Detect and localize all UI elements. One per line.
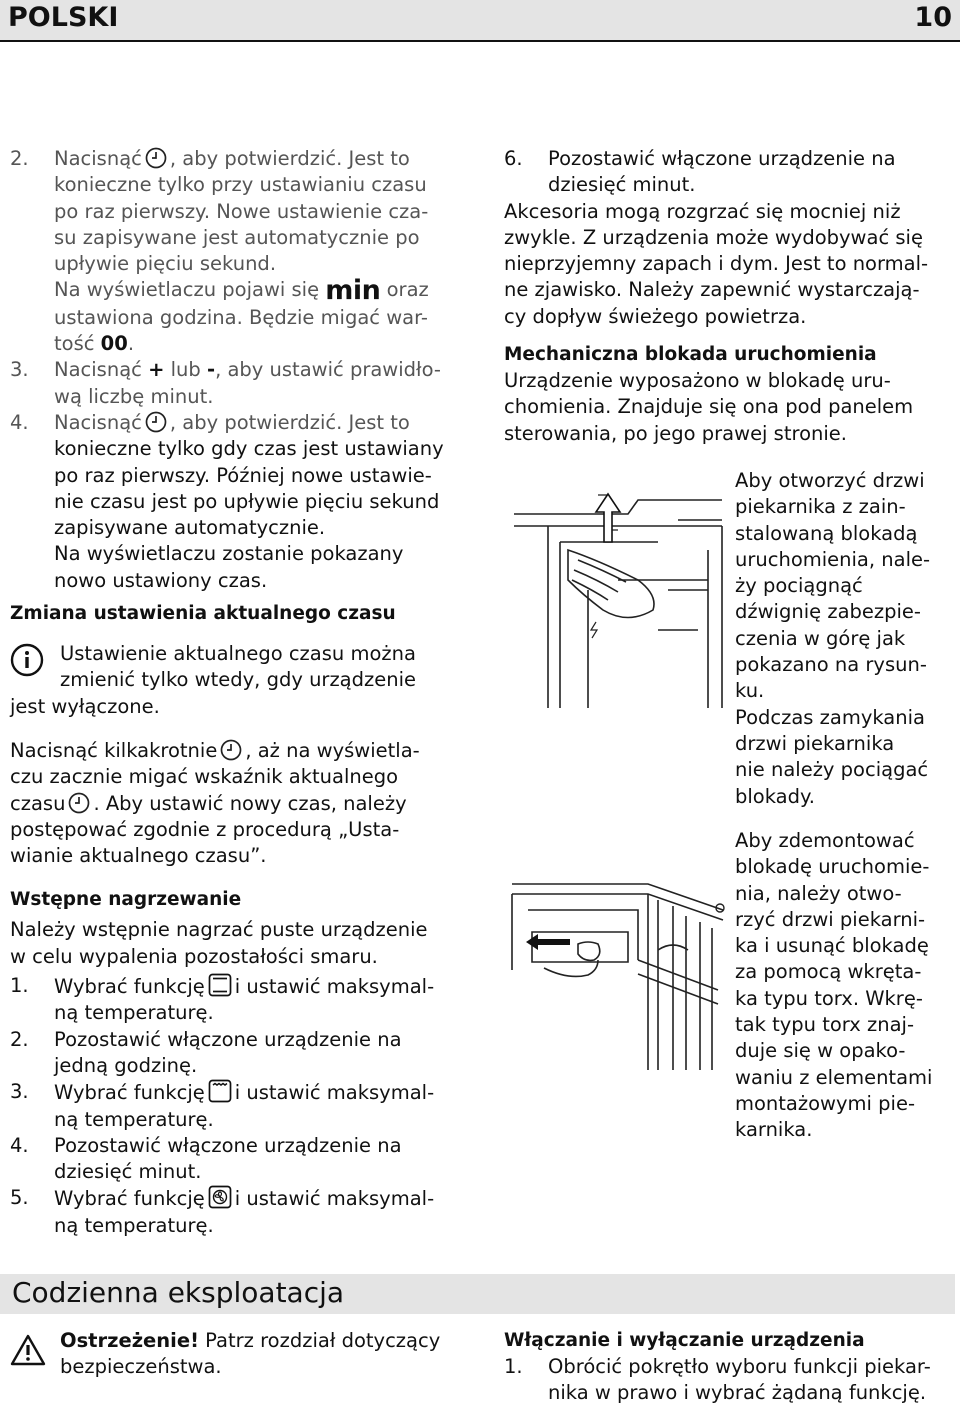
info-icon <box>10 643 44 677</box>
section-title-bar <box>0 1274 955 1314</box>
info-note: Ustawienie aktualnego czasu można zmienić tylko wtedy, gdy urządzenie jest wyłączone. <box>10 642 417 718</box>
preheat-step-3: 3. Wybrać funkcję i ustawić maksymal- ną temperaturę. <box>10 1080 435 1131</box>
lock-heading: Mechaniczna blokada uruchomienia <box>504 344 877 366</box>
page-number: 10 <box>914 2 952 33</box>
right-column: 6. Pozostawić włączone urządzenie na dziesięć minut. Akcesoria mogą rozgrzać się mocniej niż zwykle. Z urządzenia może wydobywać się nieprzyjemny zapach i dym. Jest to normal- ne zjawisko. Należy zapewnić wystarczają- cy dopływ świeżego powietrza. Mechaniczna blokada uruchomienia Urządzenie wyposażono w blokadę uru- chomienia. Znajduje się ona pod panelem sterowania, po jego prawej stronie. <box>504 146 954 447</box>
clock-icon <box>68 792 90 814</box>
fan-heat-icon <box>208 1185 232 1209</box>
step-4: 4. Nacisnąć , aby potwierdzić. Jest to konieczne tylko gdy czas jest ustawiany po raz pierwszy. Później nowe ustawie- nie czasu jest po upływie pięciu sekund zapisywane automatycznie. Na wyświetlaczu zostanie pokazany nowo ustawiony czas. <box>10 410 444 592</box>
preheat-heading: Wstępne nagrzewanie <box>10 889 242 911</box>
onoff-heading: Włączanie i wyłączanie urządzenia <box>504 1330 865 1351</box>
preheat-step-1: 1. Wybrać funkcję i ustawić maksymal- ną temperaturę. <box>10 974 435 1025</box>
step-3: 3. Nacisnąć + lub -, aby ustawić prawidło- wą liczbę minut. <box>10 358 441 408</box>
preheat-step-5: 5. Wybrać funkcję i ustawić maksymal- ną temperaturę. <box>10 1186 435 1237</box>
clock-icon <box>220 739 242 761</box>
step-2: 2. Nacisnąć , aby potwierdzić. Jest to konieczne tylko przy ustawianiu czasu po raz pierwszy. Nowe ustawienie cza- su zapisywane jest automatycznie po upływie pięciu sekund. Na wyświetlaczu pojawi się min oraz ustawiona godzina. Będzie migać war- tość 00. <box>10 147 429 356</box>
warning-note: Ostrzeżenie! Patrz rozdział dotyczący bezpieczeństwa. <box>10 1328 490 1381</box>
clock-icon <box>145 411 167 433</box>
preheat-step-4: 4. Pozostawić włączone urządzenie na dziesięć minut. <box>10 1133 402 1184</box>
change-time-paragraph: Nacisnąć kilkakrotnie , aż na wyświetla- czu zacznie migać wskaźnik aktualnego czasu . Aby ustawić nowy czas, należy postępować zgodnie z procedurą „Usta- wianie aktualnego czasu”. <box>10 738 420 868</box>
left-column: 2. Nacisnąć , aby potwierdzić. Jest to konieczne tylko przy ustawianiu czasu po raz pierwszy. Nowe ustawienie cza- su zapisywane jest automatycznie po upływie pięciu sekund. Na wyświetlaczu pojawi się min oraz ustawiona godzina. Będzie migać war- tość 00. 3. Nacisnąć + lub -, aby ustawić prawidło- wą liczbę minut. 4. Nacisnąć , aby potwierdzić. Jest to konieczne tylko gdy czas jest ustawiany po raz pierwszy. Później nowe ustawie- nie czasu jest po upływie pięciu sekund zapisywane automatycznie. Na wyświetlaczu zostanie pokazany nowo ustawiony czas. Zmiana ustawienia aktualnego czasu Ustawienie aktualnego czasu można zmienić tylko wtedy, gdy urządzenie jest wyłączone. Nacisnąć kilkakrotnie , aż na wyświetla- czu zacznie migać wskaźnik aktualnego czasu . Aby ustawić nowy czas, należy postępować zgodnie z procedurą „Usta- wianie aktualnego czasu”. Wstępne nagrzewanie Należy wstępnie nagrzać puste urządzenie w celu wypalenia pozostałości smaru. 1. Wybrać funkcję i ustawić maksymal- ną temperaturę. 2. Pozostawić włączone urządzenie na jedną godzinę. 3. Wybrać funkcję i ustawić maksymal- ną temperaturę. 4. Pozostawić włączone urządzenie na dziesięć minut. 5. Wybrać funkcję i ustawić maksymal- ną temperaturę. <box>10 146 480 1239</box>
grill-icon <box>208 1079 232 1103</box>
language-label: POLSKI <box>8 2 119 33</box>
onoff-section <box>504 1328 954 1407</box>
section-title: Codzienna eksploatacja <box>12 1276 345 1309</box>
lock-open-illustration <box>508 470 726 708</box>
top-bottom-heat-icon <box>208 973 232 997</box>
lock-open-text: Aby otworzyć drzwi piekarnika z zain- stalowaną blokadą uruchomienia, nale- ży pociągnąć dźwignię zabezpie- czenia w górę jak pokazano na rysun- ku. Podczas zamykania drzwi piekarnika nie należy pociągać blokady. <box>735 469 931 808</box>
clock-icon <box>145 147 167 169</box>
onoff-step-1: 1. Obrócić pokrętło wyboru funkcji piekar- nika w prawo i wybrać żądaną funkcję. <box>504 1355 931 1405</box>
lock-remove-illustration <box>508 870 730 1070</box>
change-time-heading: Zmiana ustawienia aktualnego czasu <box>10 603 396 625</box>
warning-icon <box>10 1334 46 1366</box>
preheat-step-2: 2. Pozostawić włączone urządzenie na jedną godzinę. <box>10 1027 402 1077</box>
page-header <box>0 0 960 42</box>
step-6: 6. Pozostawić włączone urządzenie na dziesięć minut. <box>504 147 896 197</box>
min-display-symbol: min <box>325 275 381 307</box>
lock-remove-text: Aby zdemontować blokadę uruchomie- nia, należy otwo- rzyć drzwi piekarni- ka i usunąć blokadę za pomocą wkręta- ka typu torx. Wkrę- tak typu torx znaj- duje się w opako- waniu z elementami montażowymi pie- karnika. <box>735 829 933 1142</box>
